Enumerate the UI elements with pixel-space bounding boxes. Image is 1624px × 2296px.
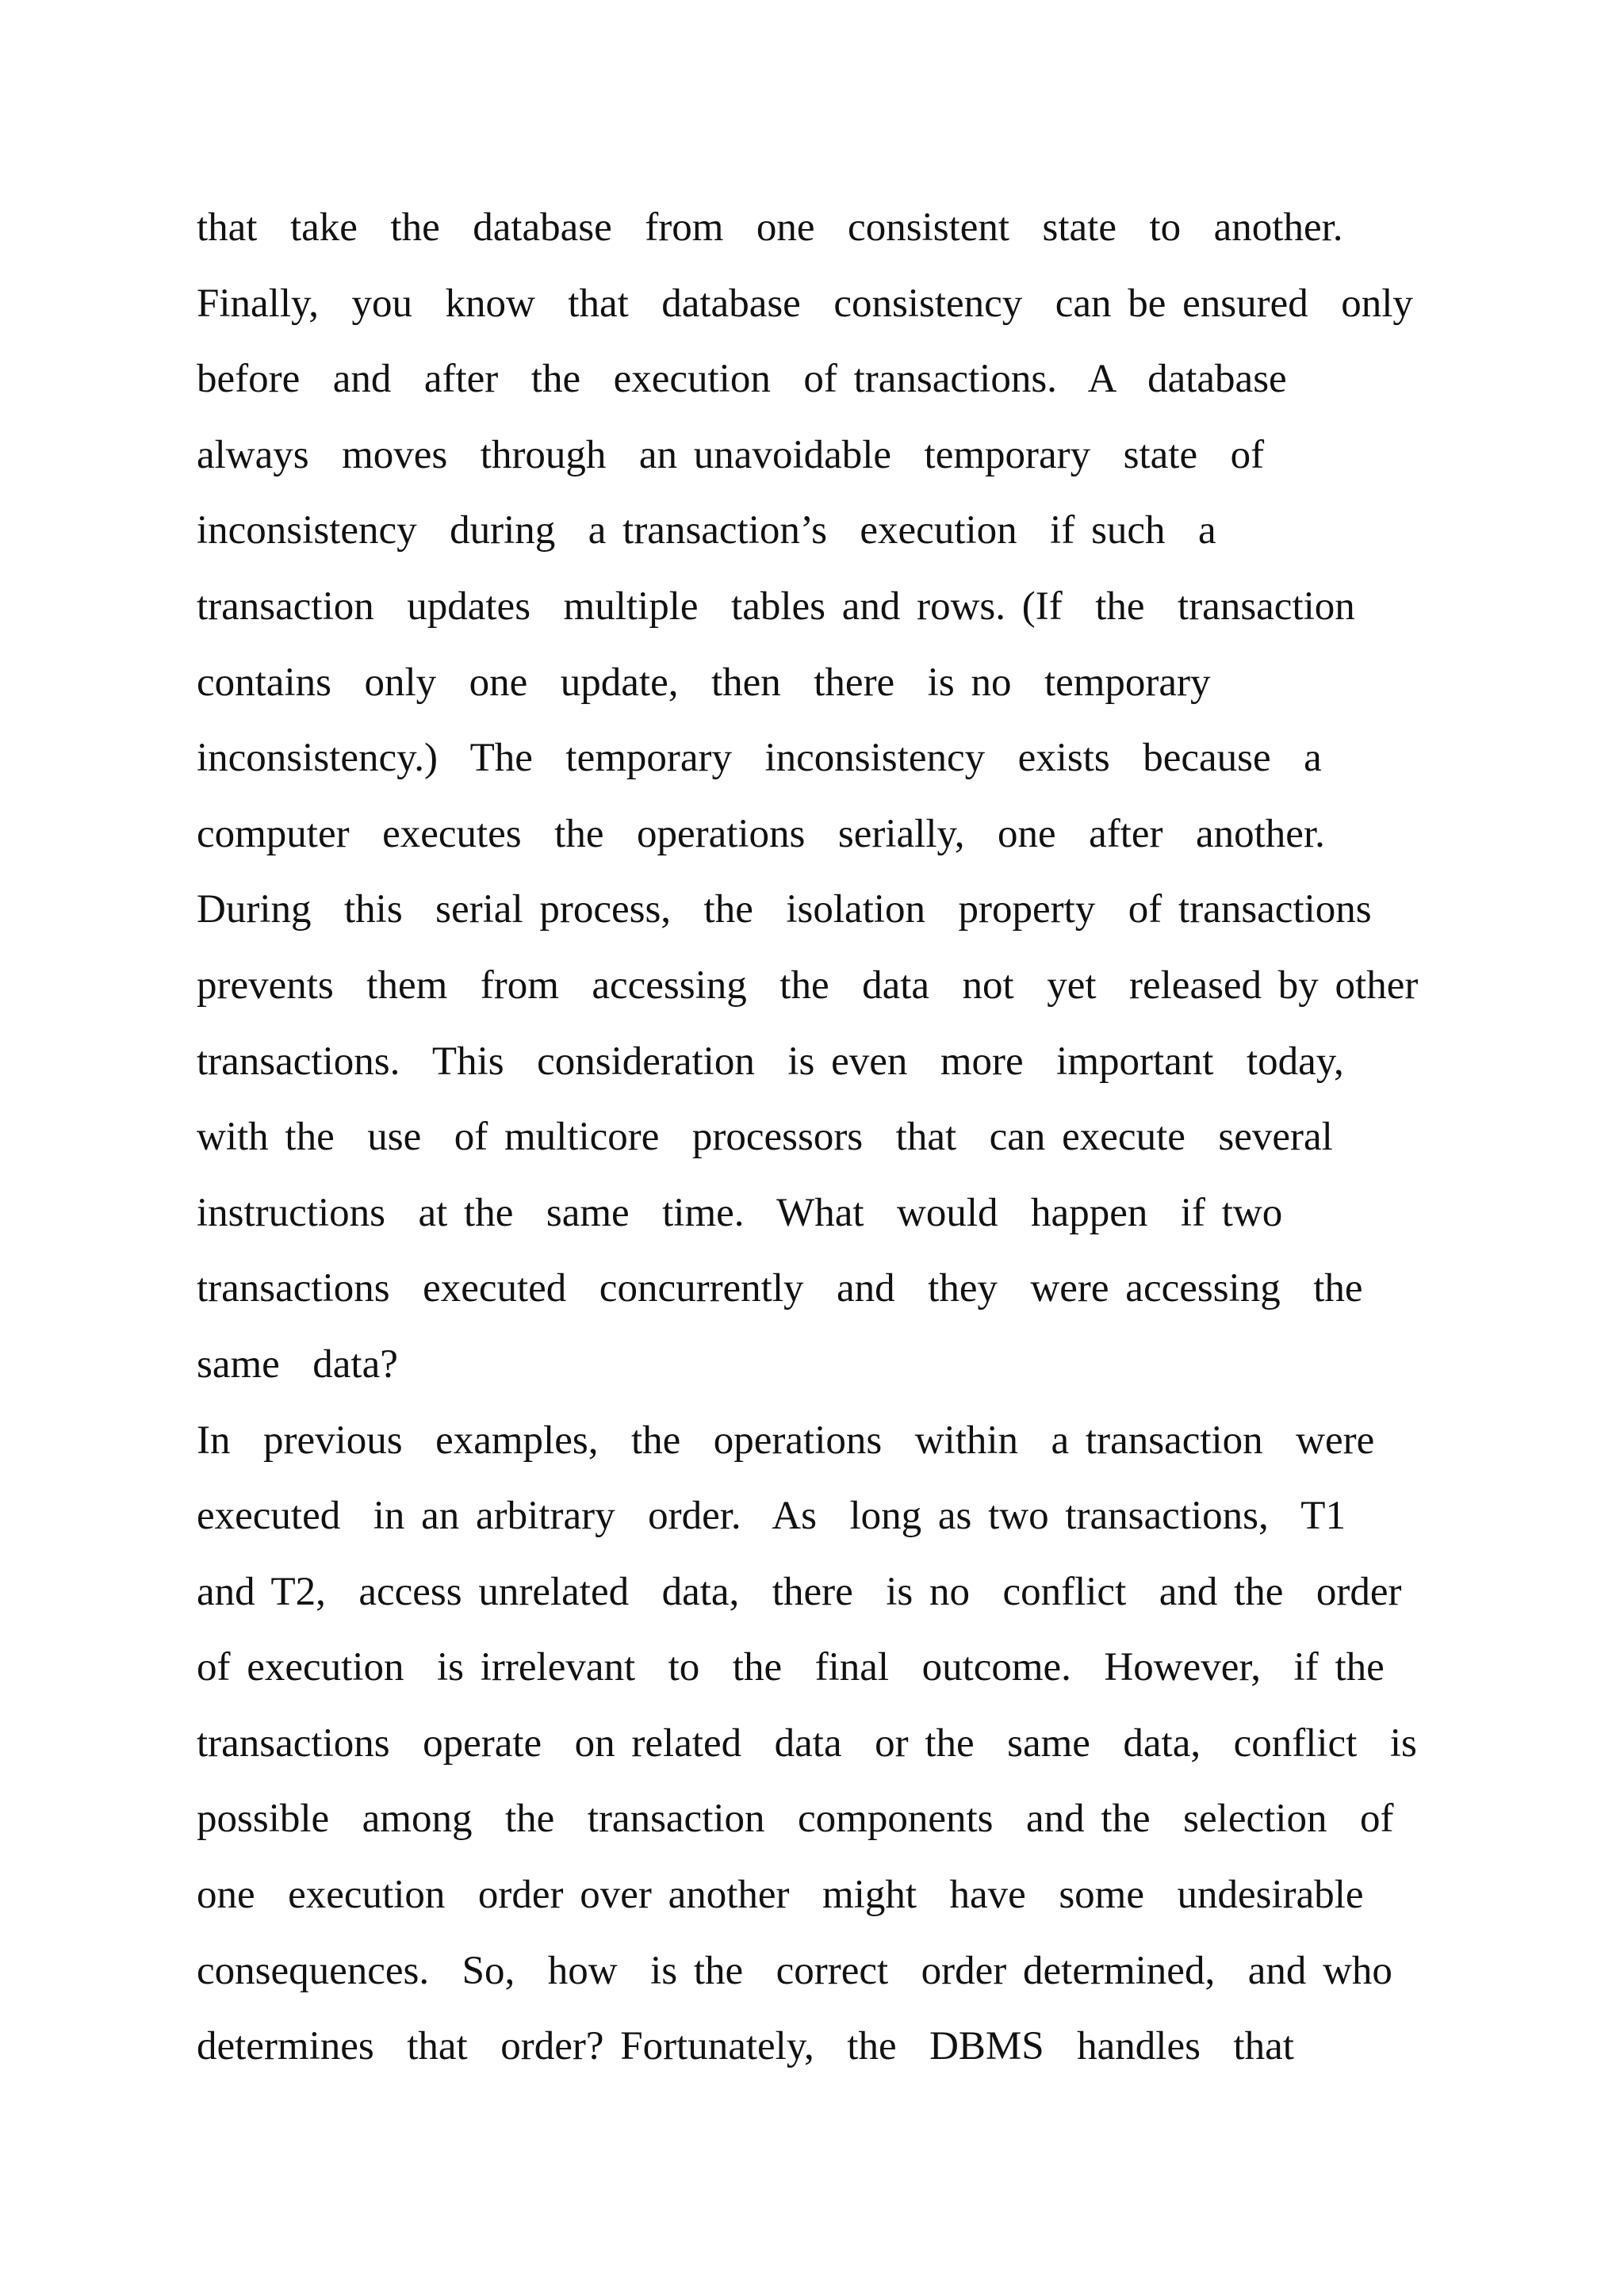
text-line: that take the database from one consistent state to another. xyxy=(197,205,1343,250)
text-line: inconsistency during a transaction’s execution if such a xyxy=(197,508,1216,553)
text-line: determines that order? Fortunately, the DBMS handles that xyxy=(197,2024,1294,2069)
text-line: and T2, access unrelated data, there is no conflict and the order xyxy=(197,1569,1402,1614)
text-line: contains only one update, then there is no temporary xyxy=(197,660,1211,705)
text-line: transactions. This consideration is even more important today, xyxy=(197,1039,1344,1084)
text-line: always moves through an unavoidable temporary state of xyxy=(197,432,1265,477)
text-line: of execution is irrelevant to the final outcome. However, if the xyxy=(197,1645,1385,1690)
text-line: transactions executed concurrently and they were accessing the xyxy=(197,1266,1363,1311)
text-line: possible among the transaction components and the selection of xyxy=(197,1797,1394,1842)
text-line: During this serial process, the isolation property of transactions xyxy=(197,887,1372,932)
text-line: with the use of multicore processors that can execute several xyxy=(197,1115,1333,1160)
text-line: prevents them from accessing the data not yet released by other xyxy=(197,962,1419,1008)
text-line: inconsistency.) The temporary inconsistency exists because a xyxy=(197,736,1322,781)
text-line: transactions operate on related data or the same data, conflict is xyxy=(197,1720,1417,1766)
text-line: instructions at the same time. What would happen if two xyxy=(197,1190,1283,1235)
text-line: before and after the execution of transactions. A database xyxy=(197,357,1287,402)
text-line: same data? xyxy=(197,1341,398,1387)
text-line: computer executes the operations serially, one after another. xyxy=(197,811,1325,856)
body-text xyxy=(197,190,1450,2085)
text-line: transaction updates multiple tables and rows. (If the transaction xyxy=(197,584,1355,629)
text-line: Finally, you know that database consistency can be ensured only xyxy=(197,281,1413,326)
text-line: executed in an arbitrary order. As long as two transactions, T1 xyxy=(197,1494,1346,1539)
text-line: one execution order over another might have some undesirable xyxy=(197,1873,1364,1918)
text-line: In previous examples, the operations within a transaction were xyxy=(197,1418,1375,1463)
text-line: consequences. So, how is the correct order determined, and who xyxy=(197,1948,1392,1993)
